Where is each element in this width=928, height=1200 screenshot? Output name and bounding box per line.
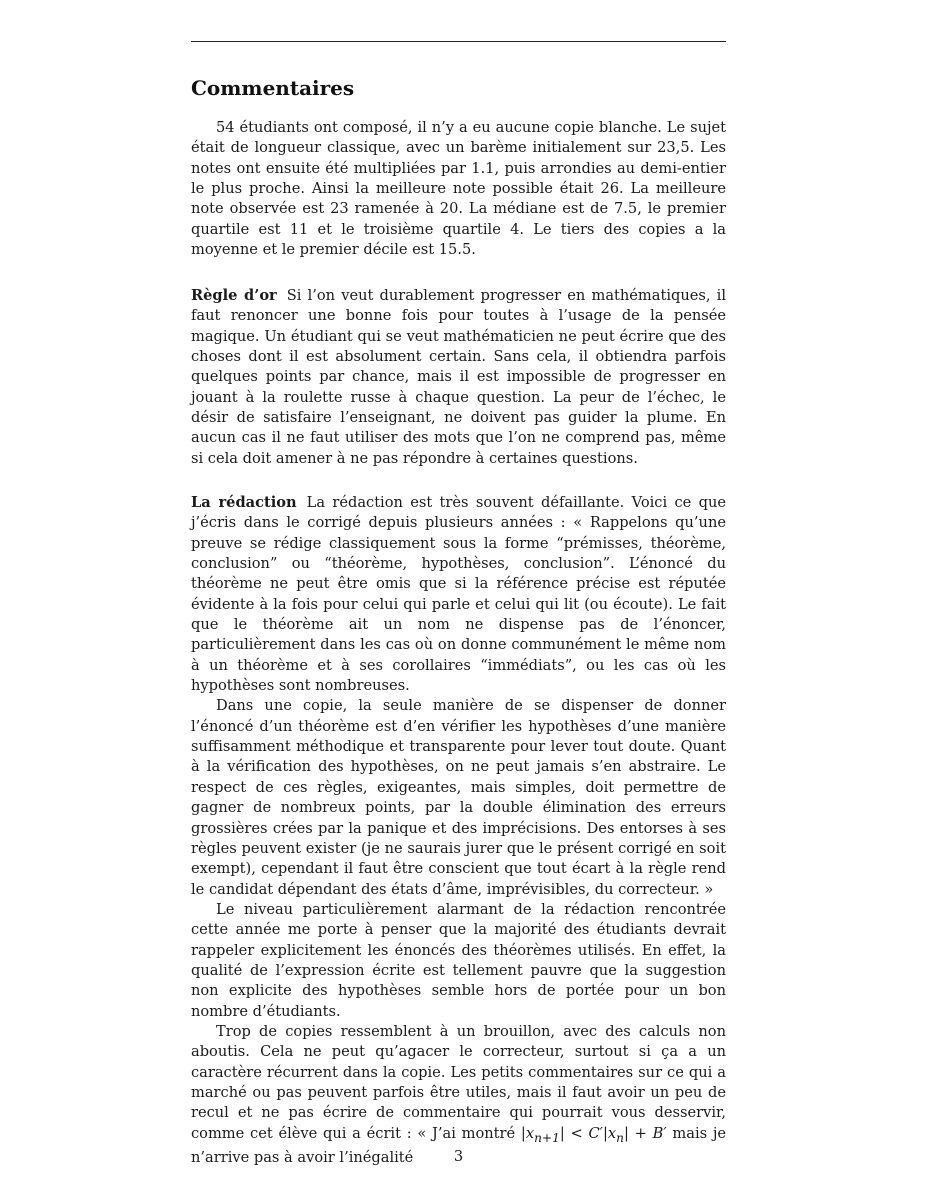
regle-block [191, 286, 726, 469]
header-rule [191, 41, 726, 42]
document-page [191, 0, 726, 1200]
redaction-paragraph [191, 493, 726, 696]
redaction-text: La rédaction est très souvent défaillante. Voici ce que j’écris dans le corrigé depuis plusieurs années : « Rappelons qu’une preuve se rédige classiquement sous la forme “prémisses, théorème, conclusion” ou “théorème, hypothèses, conclusion”. L’énoncé du théorème ne peut être omis que si la référence précise est réputée évidente à la fois pour celui qui parle et celui qui lit (ou écoute). Le fait que le théorème ait un nom ne dispense pas de l’énoncer, particulièrement dans les cas où on donne communément le même nom à un théorème et à ses corollaires “immédiats”, ou les cas où les hypothèses sont nombreuses. [191, 494, 726, 695]
regle-text: Si l’on veut durablement progresser en mathématiques, il faut renoncer une bonne fois pour toutes à l’usage de la pensée magique. Un étudiant qui se veut mathématicien ne peut écrire que des choses dont il est absolument certain. Sans cela, il obtiendra parfois quelques points par chance, mais il est impossible de progresser en jouant à la roulette russe à chaque question. La peur de l’échec, le désir de satisfaire l’enseignant, ne doivent pas guider la plume. En aucun cas il ne faut utiliser des mots que l’on ne comprend pas, même si cela doit amener à ne pas répondre à certaines questions. [191, 287, 726, 467]
regle-heading: Règle d’or [191, 287, 277, 304]
stats-block [191, 118, 726, 260]
brouillon-text-start: Trop de copies ressemblent à un brouillon, avec des calculs non aboutis. Cela ne peut qu’agacer le correcteur, surtout si ça a un caractère récurrent dans la copie. Les petits commentaires sur ce qui a marché ou pas peuvent parfois être utiles, mais il faut avoir un peu de recul et ne pas écrire de commentaire qui pourrait vous desservir, comme cet élève qui a écrit : « J’ai montré [191, 1022, 726, 1142]
brouillon-text-end: mais je n’arrive pas à avoir l’inégalité [191, 1124, 727, 1166]
redaction-heading: La rédaction [191, 494, 297, 511]
section-title: Commentaires [191, 76, 355, 100]
regle-paragraph [191, 286, 726, 469]
inequality-formula: $|x_{n+1}| < C'|x_n| + B'$ [520, 1124, 667, 1145]
page-number: 3 [453, 1148, 464, 1165]
redaction-block [191, 493, 726, 1168]
copie-paragraph: Dans une copie, la seule manière de se dispenser de donner l’énoncé d’un théorème est d’en vérifier les hypothèses d’une manière suffisamment méthodique et transparente pour lever tout doute. Quant à la vérification des hypothèses, on ne peut jamais s’en abstraire. Le respect de ces règles, exigeantes, mais simples, doit permettre de gagner de nombreux points, par la double élimination des erreurs grossières crées par la panique et des imprécisions. Des entorses à ses règles peuvent exister (je ne saurais jurer que le présent corrigé en soit exempt), cependant il faut être conscient que tout écart à la règle rend le candidat dépendant des états d’âme, imprévisibles, du correcteur. » [191, 697, 726, 898]
niveau-paragraph: Le niveau particulièrement alarmant de la rédaction rencontrée cette année me porte à penser que la majorité des étudiants devrait rappeler explicitement les énoncés des théorèmes utilisés. En effet, la qualité de l’expression écrite est tellement pauvre que la suggestion non explicite des hypothèses semble hors de portée pour un bon nombre d’étudiants. [191, 900, 726, 1020]
stats-paragraph: 54 étudiants ont composé, il n’y a eu aucune copie blanche. Le sujet était de longueur classique, avec un barème initialement sur 23,5. Les notes ont ensuite été multipliées par 1.1, puis arrondies au demi-entier le plus proche. Ainsi la meilleure note possible était 26. La meilleure note observée est 23 ramenée à 20. La médiane est de 7.5, le premier quartile est 11 et le troisième quartile 4. Le tiers des copies a la moyenne et le premier décile est 15.5. [191, 119, 726, 259]
